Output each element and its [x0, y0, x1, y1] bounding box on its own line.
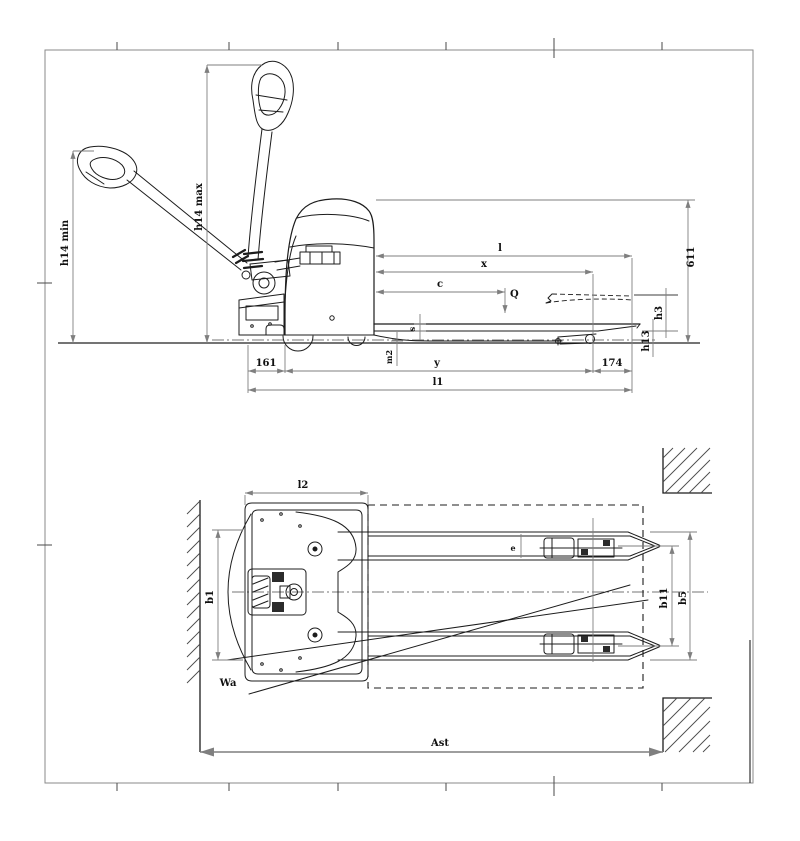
label-y: y	[434, 358, 440, 369]
label-h13: h13	[641, 330, 652, 352]
sheet-frame	[37, 38, 753, 796]
label-h14-min: h14 min	[60, 219, 71, 267]
wall-bottom-right	[663, 698, 712, 752]
label-l2: l2	[297, 480, 309, 491]
label-s: s	[407, 326, 417, 332]
label-161: 161	[255, 358, 277, 369]
top-dimensions	[200, 480, 697, 752]
label-x: x	[481, 259, 487, 270]
turning-tangent-line	[227, 600, 648, 660]
label-b11: b11	[659, 587, 670, 609]
label-174: 174	[601, 358, 623, 369]
tiller-lowered	[77, 146, 248, 270]
label-l1: l1	[432, 377, 444, 388]
label-wa: Wa	[219, 678, 237, 689]
label-e: e	[510, 543, 516, 553]
body-cover	[285, 199, 374, 335]
label-611: 611	[686, 246, 697, 268]
label-l: l	[498, 243, 502, 254]
top-view	[187, 448, 712, 752]
tiller-raised	[243, 61, 293, 268]
side-dimensions	[60, 65, 697, 393]
side-view	[58, 61, 700, 393]
label-m2: m2	[384, 349, 394, 365]
fork-top-lower	[368, 632, 660, 660]
label-ast: Ast	[430, 738, 450, 749]
label-h14-max: h14 max	[194, 183, 205, 231]
label-h3: h3	[654, 305, 665, 321]
label-c: c	[436, 279, 444, 290]
label-b5: b5	[678, 591, 689, 605]
fork-raised-dashed	[546, 294, 632, 303]
label-b1: b1	[205, 590, 216, 604]
wall-left	[187, 500, 200, 752]
wall-top-right	[663, 448, 712, 493]
label-q: Q	[510, 289, 519, 300]
